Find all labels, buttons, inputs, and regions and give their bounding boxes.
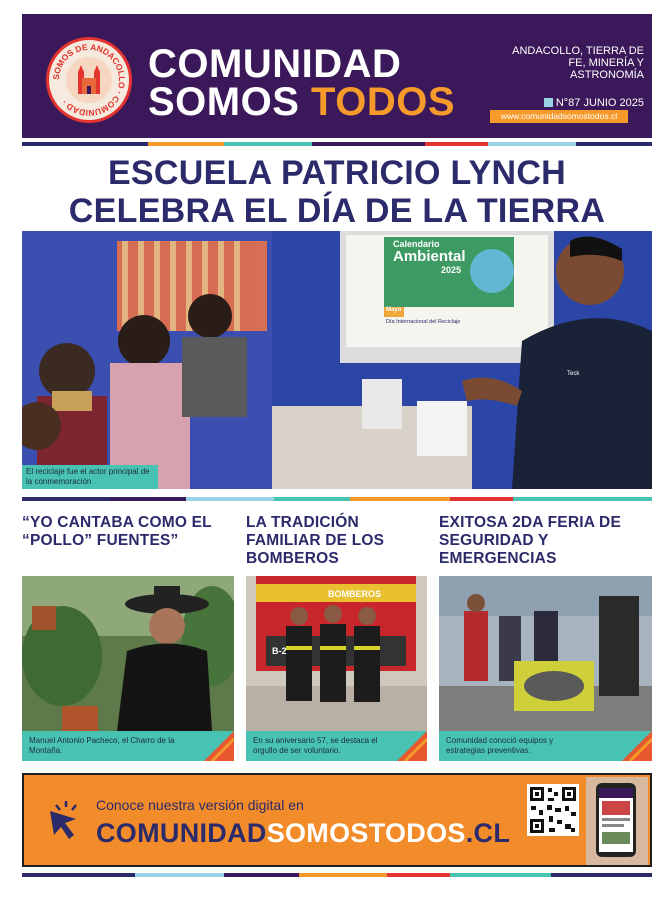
story-3-title[interactable]: EXITOSA 2DA FERIA DE SEGURIDAD Y EMERGENCIAS bbox=[439, 514, 621, 567]
issue-number bbox=[544, 97, 644, 109]
svg-text:SOMOS DE ANDACOLLO · COMUNIDAD: SOMOS DE ANDACOLLO · COMUNIDAD · bbox=[50, 41, 128, 119]
main-photo-caption: El reciclaje fue el actor principal de la conmemoración bbox=[22, 465, 158, 489]
title-todos: TODOS bbox=[311, 80, 456, 124]
story-3-caption: Comunidad conoció equipos y estrategias preventivas. bbox=[439, 731, 652, 761]
main-headline bbox=[22, 154, 652, 230]
phone-preview bbox=[586, 777, 648, 865]
screen-calendar-label: Calendario Ambiental 2025 bbox=[393, 239, 466, 275]
screen-month: Mayo bbox=[386, 307, 402, 313]
issue-text: N°87 JUNIO 2025 bbox=[555, 97, 644, 109]
headline-line2: CELEBRA EL DÍA DE LA TIERRA bbox=[68, 192, 606, 230]
headline-line1: ESCUELA PATRICIO LYNCH bbox=[107, 154, 567, 192]
main-photo bbox=[22, 231, 652, 489]
caption-stripes-icon bbox=[622, 731, 652, 761]
color-stripe bbox=[22, 873, 652, 877]
banner-url[interactable]: COMUNIDADSOMOSTODOS.CL bbox=[96, 818, 511, 848]
story-2-photo bbox=[246, 576, 427, 731]
story-1-photo bbox=[22, 576, 234, 731]
color-stripe bbox=[22, 497, 652, 501]
website-link[interactable]: www.comunidadsomostodos.cl bbox=[490, 110, 628, 123]
masthead-title-line1: COMUNIDAD bbox=[148, 42, 402, 86]
qr-code-icon[interactable] bbox=[527, 784, 579, 836]
story-2-title[interactable]: LA TRADICIÓN FAMILIAR DE LOS BOMBEROS bbox=[246, 514, 385, 567]
issue-square-icon bbox=[544, 98, 553, 107]
church-icon bbox=[76, 62, 102, 96]
banner-intro: Conoce nuestra versión digital en bbox=[96, 797, 304, 813]
tagline: ANDACOLLO, TIERRA DE FE, MINERÍA Y ASTRONOMÍA bbox=[512, 45, 644, 81]
story-2-caption: En su aniversario 57, se destaca el orgullo de ser voluntario. bbox=[246, 731, 427, 761]
story-1-caption: Manuel Antonio Pacheco, el Charro de la Montaña. bbox=[22, 731, 234, 761]
masthead-title-line2 bbox=[148, 82, 455, 122]
shirt-brand: Teck bbox=[567, 371, 580, 377]
title-somos: SOMOS bbox=[148, 80, 312, 124]
caption-stripes-icon bbox=[397, 731, 427, 761]
logo bbox=[46, 37, 132, 123]
caption-stripes-icon bbox=[204, 731, 234, 761]
story-1-title[interactable]: “YO CANTABA COMO EL “POLLO” FUENTES” bbox=[22, 514, 212, 549]
truck-unit: B-2 bbox=[272, 646, 287, 656]
story-3-photo bbox=[439, 576, 652, 731]
color-stripe bbox=[22, 142, 652, 146]
cursor-click-icon bbox=[40, 797, 86, 843]
truck-label: BOMBEROS bbox=[328, 589, 382, 599]
screen-event: Día Internacional del Reciclaje bbox=[386, 319, 461, 325]
